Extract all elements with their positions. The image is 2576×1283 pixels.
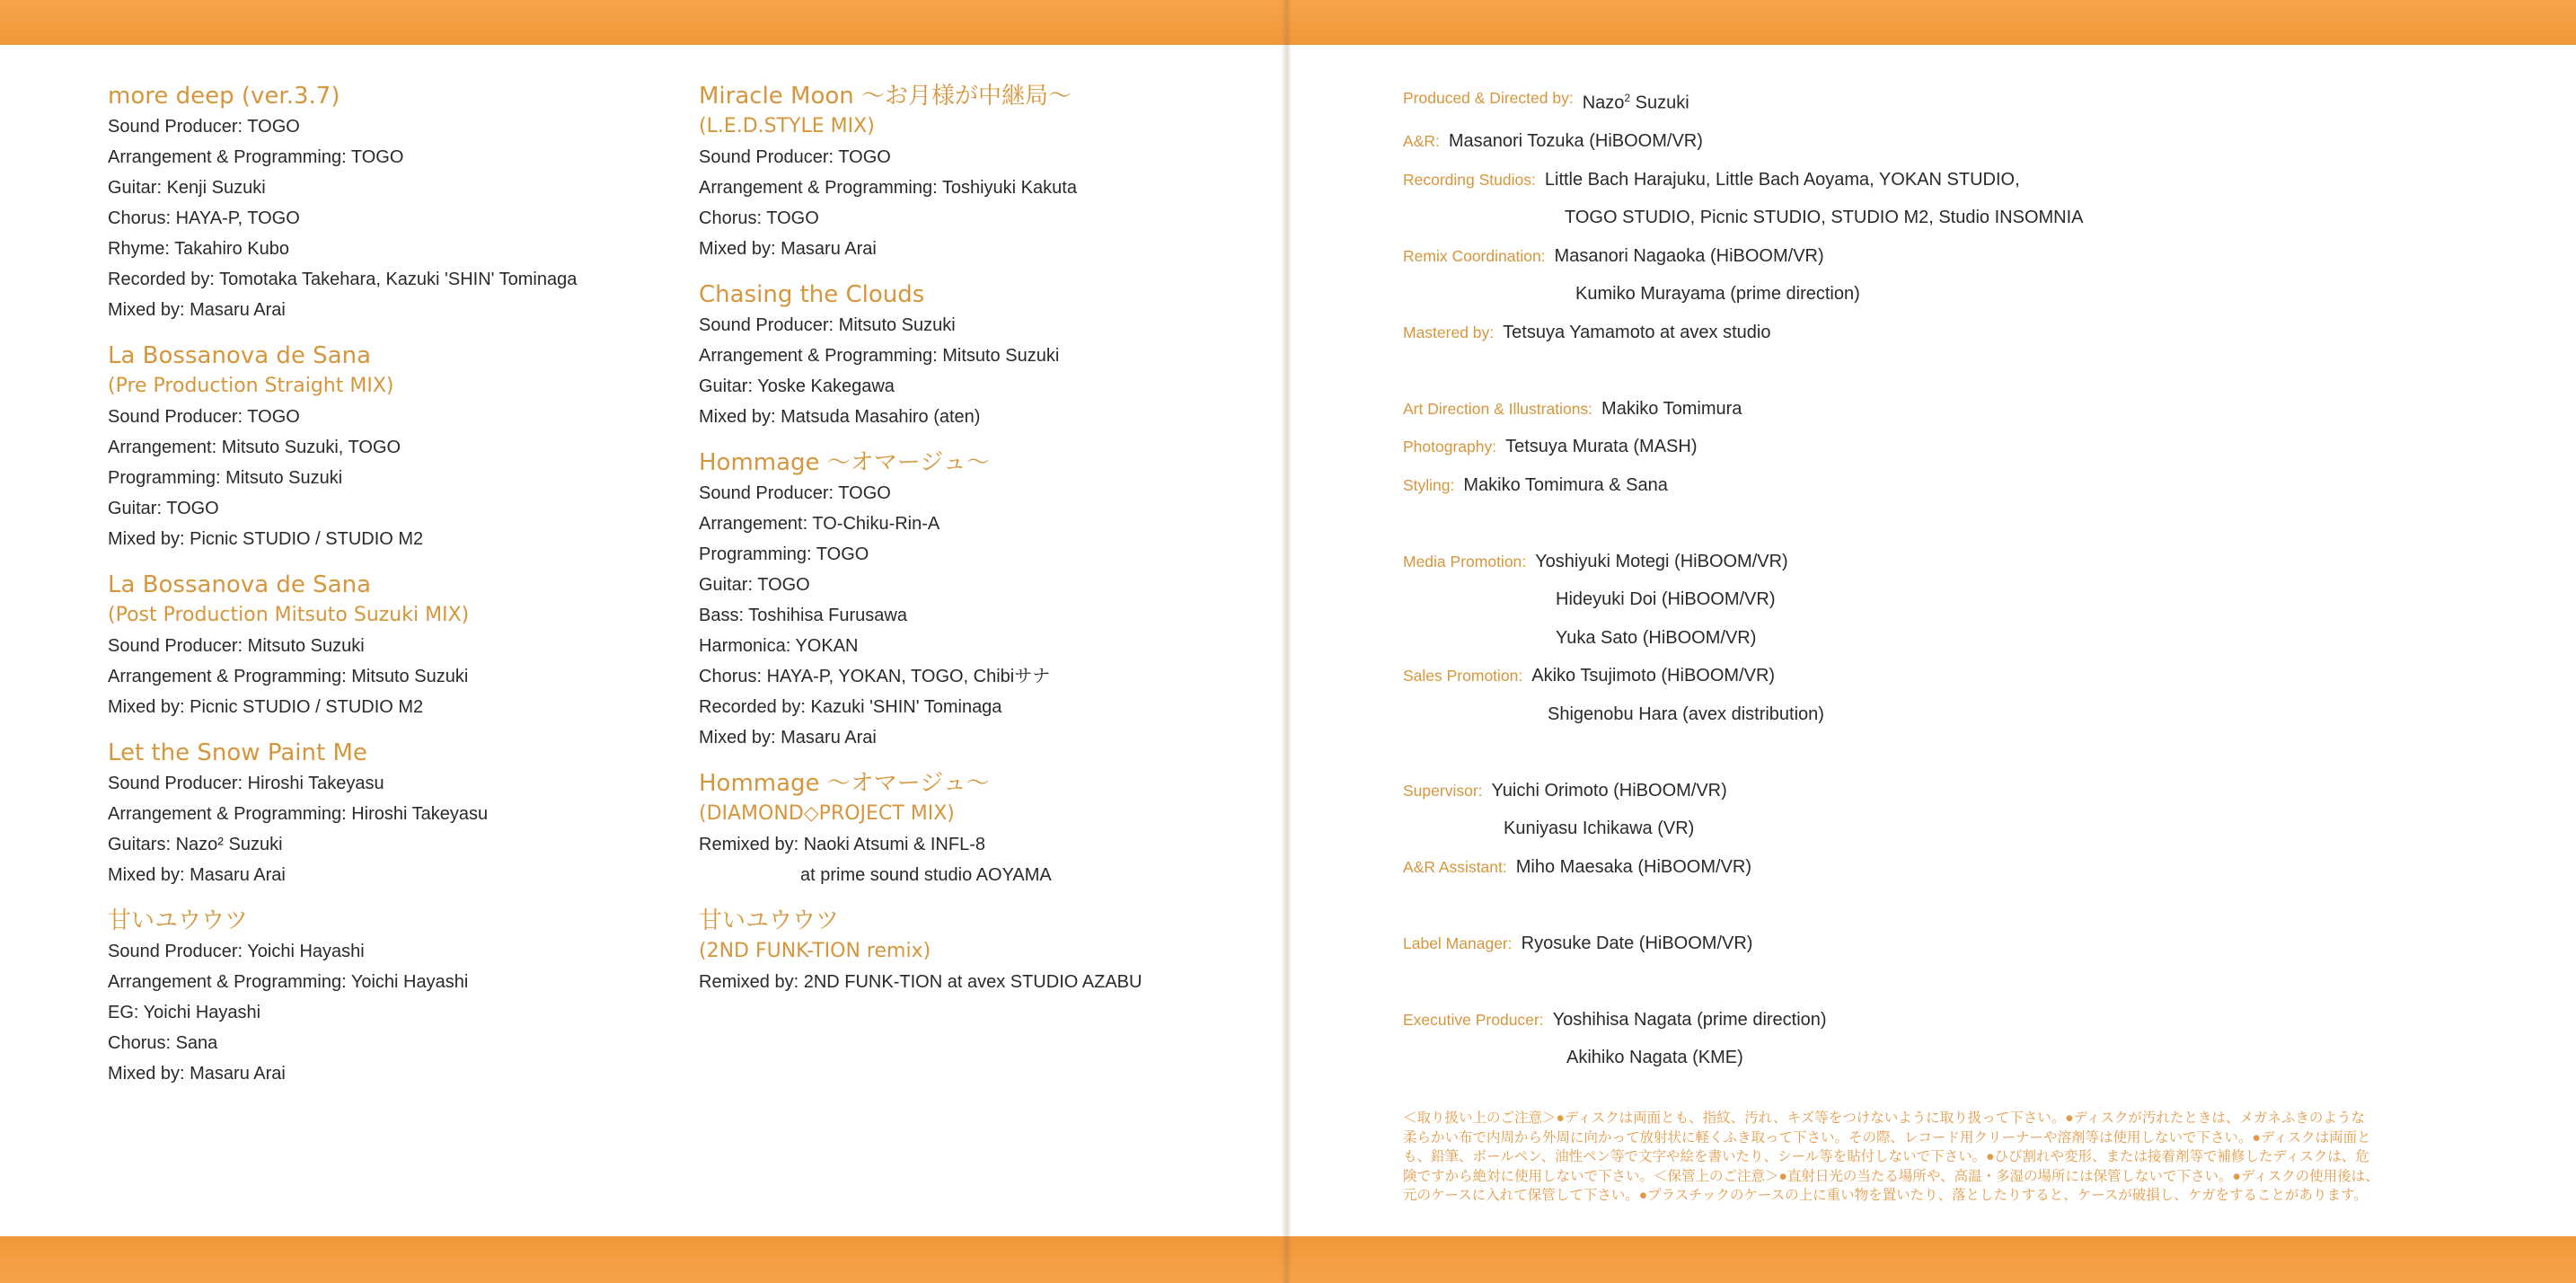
spacer — [1403, 962, 2463, 1001]
track-credit-block — [108, 738, 683, 890]
credit-line: Remixed by: 2ND FUNK-TION at avex STUDIO AZABU — [699, 972, 1142, 992]
credit-line: Arrangement & Programming: TOGO — [108, 147, 404, 167]
styling-label: Styling: — [1403, 475, 1455, 494]
credit-line: Arrangement: TO-Chiku-Rin-A — [699, 514, 940, 534]
media-value-2: Hideyuki Doi (HiBOOM/VR) — [1556, 589, 1776, 610]
track-credit-block — [699, 81, 1274, 264]
page-fold — [1281, 0, 1292, 1283]
ar-assistant-value: Miho Maesaka (HiBOOM/VR) — [1515, 856, 1752, 877]
credit-line: EG: Yoichi Hayashi — [108, 1003, 261, 1022]
credit-line: Arrangement & Programming: Hiroshi Takeyasu — [108, 804, 489, 824]
handling-notes — [1403, 1109, 2472, 1206]
track-subtitle: (DIAMOND◇PROJECT MIX) — [699, 802, 955, 825]
track-credit-block — [108, 81, 683, 325]
photo-row — [1403, 428, 2463, 466]
studios-label: Recording Studios: — [1403, 170, 1536, 189]
produced-row — [1403, 79, 2463, 122]
track-credit-block — [108, 341, 683, 554]
sales-row-2 — [1403, 695, 2463, 734]
credit-line: Mixed by: Masaru Arai — [108, 865, 286, 885]
supervisor-value-1: Yuichi Orimoto (HiBOOM/VR) — [1491, 780, 1727, 801]
credit-line: Guitar: TOGO — [108, 499, 219, 518]
credit-line: Guitar: TOGO — [699, 575, 810, 595]
credit-line: Guitars: Nazo² Suzuki — [108, 835, 283, 854]
credit-line: Remixed by: Naoki Atsumi & INFL-8 — [699, 835, 985, 854]
ar-assistant-row — [1403, 848, 2463, 887]
credit-line: Guitar: Kenji Suzuki — [108, 178, 266, 198]
remix-row — [1403, 237, 2463, 276]
credit-line: Chorus: HAYA-P, YOKAN, TOGO, Chibiサナ — [699, 667, 1051, 686]
studios-row — [1403, 161, 2463, 199]
credit-line: Programming: Mitsuto Suzuki — [108, 468, 343, 488]
credit-line: Arrangement & Programming: Yoichi Hayashi — [108, 972, 469, 992]
ar-label: A&R: — [1403, 132, 1440, 151]
executive-label: Executive Producer: — [1403, 1010, 1544, 1029]
spacer — [1403, 886, 2463, 925]
credit-line: Mixed by: Masaru Arai — [699, 728, 877, 748]
credit-line: Sound Producer: TOGO — [108, 117, 300, 137]
mastered-value: Tetsuya Yamamoto at avex studio — [1503, 322, 1771, 342]
label-manager-row — [1403, 925, 2463, 963]
note-line: も、鉛筆、ボールペン、油性ペン等で文字や絵を書いたり、シール等を貼付しないで下さい。●ひび割れや変形、または接着剤等で補修したディスクは、危 — [1403, 1149, 2369, 1164]
supervisor-label: Supervisor: — [1403, 781, 1483, 800]
credit-line: Mixed by: Picnic STUDIO / STUDIO M2 — [108, 529, 424, 549]
supervisor-row — [1403, 772, 2463, 810]
supervisor-row-2 — [1403, 810, 2463, 848]
executive-value-1: Yoshihisa Nagata (prime direction) — [1552, 1009, 1827, 1030]
credit-line: Rhyme: Takahiro Kubo — [108, 239, 289, 259]
staff-credits — [1403, 79, 2463, 1077]
credit-line: Chorus: Sana — [108, 1033, 218, 1053]
track-title: Miracle Moon 〜お月様が中継局〜 — [699, 83, 1072, 110]
credit-line: Arrangement & Programming: Mitsuto Suzuki — [108, 667, 469, 686]
credit-line: Mixed by: Masaru Arai — [108, 300, 286, 320]
art-label: Art Direction & Illustrations: — [1403, 399, 1593, 418]
track-credit-block — [108, 570, 683, 722]
track-title: La Bossanova de Sana — [108, 571, 372, 598]
credit-line: Programming: TOGO — [699, 544, 869, 564]
media-value-3: Yuka Sato (HiBOOM/VR) — [1556, 627, 1757, 648]
track-title: Hommage 〜オマージュ〜 — [699, 449, 990, 476]
track-title: Let the Snow Paint Me — [108, 739, 367, 766]
remix-label: Remix Coordination: — [1403, 246, 1546, 265]
label-manager-value: Ryosuke Date (HiBOOM/VR) — [1521, 933, 1753, 953]
track-title: Chasing the Clouds — [699, 281, 925, 308]
credit-line: Mixed by: Masaru Arai — [699, 239, 877, 259]
sales-value-1: Akiko Tsujimoto (HiBOOM/VR) — [1531, 666, 1776, 686]
mastered-row — [1403, 314, 2463, 352]
credit-line: Harmonica: YOKAN — [699, 636, 859, 656]
track-credit-block — [699, 768, 1274, 890]
track-credit-block — [699, 447, 1274, 753]
spacer — [1403, 504, 2463, 543]
note-line: 柔らかい布で内周から外周に向かって放射状に軽くふき取って下さい。その際、レコード用クリーナーや溶剤等は使用しないで下さい。●ディスクは両面と — [1403, 1129, 2371, 1146]
track-credit-block — [699, 279, 1274, 432]
left-credits-column — [108, 81, 683, 1104]
track-subtitle: (Pre Production Straight MIX) — [108, 375, 394, 397]
ar-row — [1403, 122, 2463, 161]
track-subtitle: (2ND FUNK-TION remix) — [699, 940, 931, 962]
track-subtitle: (L.E.D.STYLE MIX) — [699, 115, 875, 137]
track-title: 甘いユウウツ — [108, 907, 249, 934]
credit-line: Recorded by: Tomotaka Takehara, Kazuki 'SHIN' Tominaga — [108, 270, 578, 289]
styling-row — [1403, 466, 2463, 505]
credit-line: Arrangement: Mitsuto Suzuki, TOGO — [108, 438, 401, 457]
credit-line: Guitar: Yoske Kakegawa — [699, 376, 895, 396]
track-credit-block — [699, 906, 1274, 997]
credit-line: Sound Producer: Hiroshi Takeyasu — [108, 774, 384, 793]
executive-row — [1403, 1001, 2463, 1040]
sales-row — [1403, 657, 2463, 695]
media-label: Media Promotion: — [1403, 552, 1527, 571]
studios-value-1: Little Bach Harajuku, Little Bach Aoyama, YOKAN STUDIO, — [1544, 169, 2020, 190]
mastered-label: Mastered by: — [1403, 323, 1495, 341]
credit-line: Mixed by: Masaru Arai — [108, 1064, 286, 1084]
credit-line: Sound Producer: Mitsuto Suzuki — [108, 636, 365, 656]
credit-line: Arrangement & Programming: Mitsuto Suzuki — [699, 346, 1060, 366]
executive-row-2 — [1403, 1039, 2463, 1077]
spacer — [1403, 733, 2463, 772]
credit-line: Sound Producer: TOGO — [699, 483, 891, 503]
credit-line: Mixed by: Picnic STUDIO / STUDIO M2 — [108, 697, 424, 717]
credit-line: Arrangement & Programming: Toshiyuki Kakuta — [699, 178, 1077, 198]
credit-line: at prime sound studio AOYAMA — [800, 865, 1052, 885]
supervisor-value-2: Kuniyasu Ichikawa (VR) — [1504, 818, 1695, 839]
photo-value: Tetsuya Murata (MASH) — [1505, 437, 1698, 457]
art-value: Makiko Tomimura — [1601, 398, 1742, 419]
note-line: ＜取り扱い上のご注意＞●ディスクは両面とも、指紋、汚れ、キズ等をつけないように取り扱って下さい。●ディスクが汚れたときは、メガネふきのような — [1403, 1110, 2365, 1126]
credit-line: Sound Producer: TOGO — [699, 147, 891, 167]
remix-value-2: Kumiko Murayama (prime direction) — [1575, 284, 1860, 305]
middle-credits-column — [699, 81, 1274, 1013]
note-line: 元のケースに入れて保管して下さい。●プラスチックのケースの上に重い物を置いたり、落としたりすると、ケースが破損し、ケガをすることがあります。 — [1403, 1188, 2368, 1203]
ar-assistant-label: A&R Assistant: — [1403, 857, 1507, 876]
media-row-2 — [1403, 580, 2463, 619]
credit-line: Recorded by: Kazuki 'SHIN' Tominaga — [699, 697, 1002, 717]
produced-value: Nazo$^2$ Suzuki — [1582, 92, 1689, 113]
track-title: 甘いユウウツ — [699, 907, 840, 934]
produced-label: Produced & Directed by: — [1403, 89, 1574, 107]
ar-value: Masanori Tozuka (HiBOOM/VR) — [1448, 131, 1703, 152]
label-manager-label: Label Manager: — [1403, 933, 1513, 952]
track-title: La Bossanova de Sana — [108, 342, 372, 369]
spacer — [1403, 351, 2463, 390]
credit-line: Chorus: TOGO — [699, 208, 819, 228]
executive-value-2: Akihiko Nagata (KME) — [1566, 1048, 1743, 1068]
credit-line: Bass: Toshihisa Furusawa — [699, 606, 907, 625]
note-line: 険ですから絶対に使用しないで下さい。＜保管上のご注意＞●直射日光の当たる場所や、高温・多湿の場所には保管しないで下さい。●ディスクの使用後は、 — [1403, 1168, 2379, 1184]
media-row-3 — [1403, 619, 2463, 658]
credit-line: Sound Producer: Mitsuto Suzuki — [699, 315, 956, 335]
track-title: Hommage 〜オマージュ〜 — [699, 770, 990, 797]
studios-value-2: TOGO STUDIO, Picnic STUDIO, STUDIO M2, Studio INSOMNIA — [1565, 208, 2084, 228]
track-title: more deep (ver.3.7) — [108, 83, 340, 110]
styling-value: Makiko Tomimura & Sana — [1463, 474, 1668, 495]
credit-line: Mixed by: Matsuda Masahiro (aten) — [699, 407, 981, 427]
studios-row-2 — [1403, 199, 2463, 237]
credit-line: Sound Producer: TOGO — [108, 407, 300, 427]
media-value-1: Yoshiyuki Motegi (HiBOOM/VR) — [1535, 551, 1788, 571]
track-subtitle: (Post Production Mitsuto Suzuki MIX) — [108, 604, 470, 626]
remix-value-1: Masanori Nagaoka (HiBOOM/VR) — [1554, 245, 1824, 266]
photo-label: Photography: — [1403, 438, 1497, 456]
art-row — [1403, 390, 2463, 429]
media-row — [1403, 543, 2463, 581]
track-credit-block — [108, 906, 683, 1089]
sales-label: Sales Promotion: — [1403, 667, 1523, 686]
sales-value-2: Shigenobu Hara (avex distribution) — [1548, 703, 1824, 724]
credit-line: Sound Producer: Yoichi Hayashi — [108, 942, 365, 961]
remix-row-2 — [1403, 275, 2463, 314]
credit-line: Chorus: HAYA-P, TOGO — [108, 208, 300, 228]
